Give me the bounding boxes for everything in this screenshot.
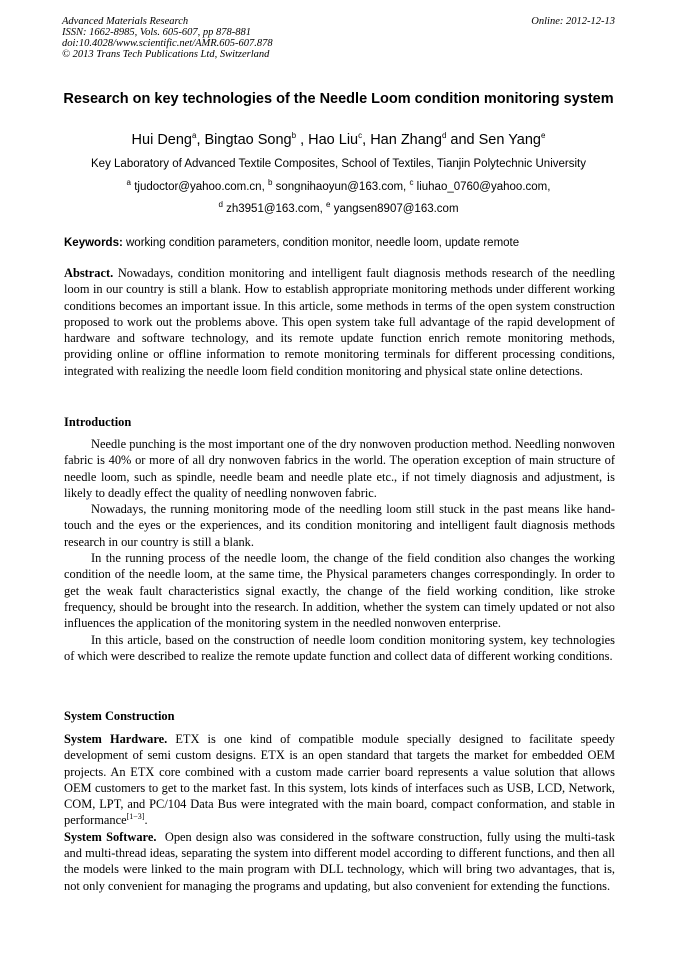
author-sep: , [196,132,205,148]
affiliation: Key Laboratory of Advanced Textile Composites, School of Textiles, Tianjin Polytechnic University [91,158,586,170]
author-name: Sen Yang [478,132,541,148]
citation-ref[interactable]: [1−3] [126,812,145,822]
journal-name: Advanced Materials Research [62,16,189,27]
software-text: Open design also was considered in the software construction, fully using the multi-task and multi-thread ideas, separating the system into different model according to different functions, and then all the models were linked to the main program with DLL technology, which will bring two advantages, that is, not only convenient for managing the programs and updating, but also convenient for extending the functions. [64,829,615,893]
email-e[interactable]: yangsen8907@163.com [333,203,459,215]
paragraph: Nowadays, the running monitoring mode of the needling loom still stuck in the past means like hand-touch and the eyes or the experiences, and its condition monitoring and intelligent fault diagnosis methods research in our country is still a blank. [64,502,615,549]
paragraph: In the running process of the needle loom, the change of the field condition also changes the working condition of the needle loom, at the same time, the Physical parameters changes correspondingly. In order to get the weak fault characteristics signal exactly, the change of the field working condition, like stroke frequency, should be brought into the research. In addition, whether the system can timely updated or not also influences the application of the monitoring system in the needled nonwoven enterprise. [64,551,615,631]
keywords-text: working condition parameters, condition monitor, needle loom, update remote [126,237,520,249]
journal-header [62,16,615,60]
paper-title: Research on key technologies of the Needle Loom condition monitoring system [63,91,614,107]
author-sup: c [358,131,363,141]
email-b[interactable]: songnihaoyun@163.com, [275,181,407,193]
email-d[interactable]: zh3951@163.com, [226,203,323,215]
abstract-label: Abstract. [64,266,114,280]
keywords-label: Keywords: [64,237,123,249]
software-label: System Software. [64,829,157,844]
doi-line: doi:10.4028/www.scientific.net/AMR.605-607.878 [62,38,273,49]
hardware-text: ETX is one kind of compatible module specially designed to facilitate speedy development of semi custom designs. ETX is an open standard that targets the market for embedded OEM projects. An ETX core combined with a custom made carrier board represents a value solution that allows OEM customers to get to the market fast. In this system, lots kinds of interfaces such as USB, LCD, Network, COM, LPT, and PC/104 Data Bus were integrated with the main board, compact conformation, and stable in performance [64,732,615,828]
author-name: Bingtao Song [204,132,292,148]
author-sup: a [192,131,197,141]
paragraph: Needle punching is the most important one of the dry nonwoven production method. Needling nonwoven fabric is 40% or more of all dry nonwoven fabrics in the world. The operation exception of main structure of needle loom, such as spindle, needle beam and needle plate etc., if not timely diagnosis and adjustment, is likely to deadly effect the quality of needling nonwoven fabric. [64,437,615,500]
hardware-end: . [144,813,148,828]
author-name: Hui Deng [131,132,192,148]
email-line-2: $^d$ zh3951@163.com, $^e$ yangsen8907@163.com [218,200,459,215]
paragraph: In this article, based on the construction of needle loom condition monitoring system, key technologies of which were described to realize the remote update function and collect data of different working conditions. [64,632,615,663]
issn-line: ISSN: 1662-8985, Vols. 605-607, pp 878-881 [62,27,251,38]
abstract [64,265,615,379]
author-sup: d [441,131,447,141]
introduction-section [64,436,615,664]
online-date: Online: 2012-12-13 [531,16,615,27]
author-list [62,131,615,149]
software-paragraph [64,829,615,894]
email-c[interactable]: liuhao_0760@yahoo.com, [416,181,551,193]
author-name: Hao Liu [308,132,359,148]
email-line-1: $^a$ tjudoctor@yahoo.com.cn, $^b$ songnihaoyun@163.com, $^c$ liuhao_0760@yahoo.com, [126,178,551,193]
abstract-text: Nowadays, condition monitoring and intelligent fault diagnosis methods research of the needling loom in our country is still a blank. How to establish appropriate monitoring methods under different working conditions becomes an important issue. In this article, some methods in terms of the open system construction proposed to work out the problems above. This open system take full advantage of the rapid development of hardware and software technology, and its remote update function enrich remote monitoring methods, providing online or offline information to remote monitoring terminals for different processing conditions, integrated with realizing the needle loom field condition monitoring and physical state online detections. [64,266,615,378]
author-sep: and [446,132,479,148]
system-construction-heading: System Construction [64,709,175,723]
email-a[interactable]: tjudoctor@yahoo.com.cn, [134,181,265,193]
system-construction-section [64,731,615,894]
introduction-heading: Introduction [64,415,132,429]
hardware-label: System Hardware. [64,732,168,746]
author-sep: , [296,132,309,148]
author-sup: e [541,131,546,141]
author-sup: b [291,131,297,141]
copyright-line: © 2013 Trans Tech Publications Ltd, Switzerland [62,49,270,60]
keywords [64,236,616,250]
author-name: Han Zhang [370,132,442,148]
author-sep: , [362,132,371,148]
hardware-paragraph [64,731,615,829]
